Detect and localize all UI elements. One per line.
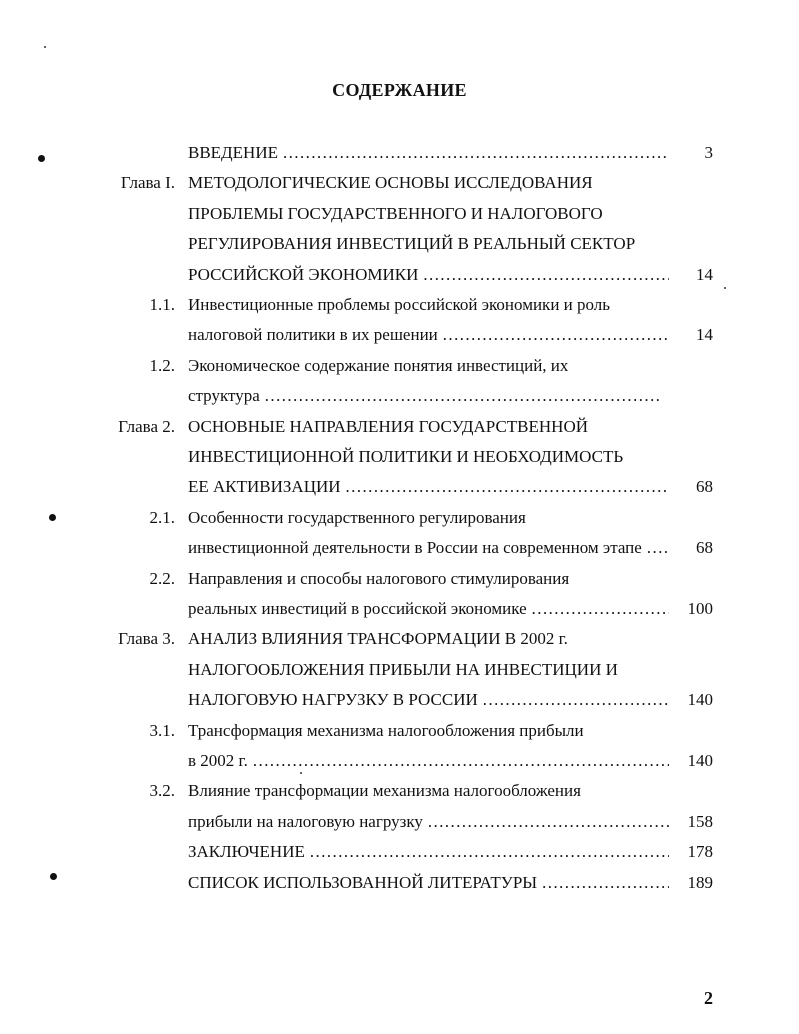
toc-line	[0, 320, 799, 350]
toc-line	[0, 594, 799, 624]
page-number: 2	[704, 988, 713, 1008]
toc-entry-title: МЕТОДОЛОГИЧЕСКИЕ ОСНОВЫ ИССЛЕДОВАНИЯ	[188, 173, 593, 193]
toc-entry-title: прибыли на налоговую нагрузку ……………………………………………………………………………………………………………………………………………………………………	[188, 807, 669, 837]
toc-page-number: 140	[687, 751, 713, 770]
toc-entry-title: ЕЕ АКТИВИЗАЦИИ ……………………………………………………………………………………………………………………………………………………………………	[188, 472, 669, 502]
toc-line	[0, 168, 799, 198]
toc-entry-title: Направления и способы налогового стимулирования	[188, 568, 570, 588]
toc-entry-title: Особенности государственного регулирования	[188, 507, 526, 527]
toc-page-number: 189	[687, 872, 713, 892]
toc-entry-number: 3.2.	[149, 781, 175, 801]
toc-line	[0, 503, 799, 533]
toc-page-number: 14	[696, 264, 713, 284]
toc-entry-title: структура ……………………………………………………………………………………………………………………………………………………………………	[188, 381, 659, 411]
toc-entry-title: Экономическое содержание понятия инвестиций, их	[188, 355, 569, 375]
toc-line	[0, 868, 799, 898]
page-title: СОДЕРЖАНИЕ	[332, 80, 467, 100]
toc-line	[0, 807, 799, 837]
toc-page-number: 100	[687, 599, 713, 618]
toc-line	[0, 138, 799, 168]
toc-line	[0, 351, 799, 381]
toc-entry-title: ПРОБЛЕМЫ ГОСУДАРСТВЕННОГО И НАЛОГОВОГО	[188, 203, 603, 223]
binder-hole-mark	[50, 873, 57, 880]
toc-line	[0, 655, 799, 685]
toc-line	[0, 624, 799, 654]
toc-line	[0, 290, 799, 320]
toc-line	[0, 746, 799, 776]
toc-entry-title: ИНВЕСТИЦИОННОЙ ПОЛИТИКИ И НЕОБХОДИМОСТЬ	[188, 447, 624, 466]
toc-page-number: 68	[696, 477, 713, 497]
toc-entry-number: Глава 3.	[118, 629, 175, 649]
toc-entry-title: НАЛОГОВУЮ НАГРУЗКУ В РОССИИ ……………………………………………………………………………………………………………………………………………………………………	[188, 685, 669, 715]
toc-page-number: 158	[687, 811, 713, 831]
toc-entry-title: Влияние трансформации механизма налогообложения	[188, 781, 581, 801]
toc-line	[0, 199, 799, 229]
toc-line	[0, 229, 799, 259]
toc-line	[0, 776, 799, 806]
toc-entry-title: РЕГУЛИРОВАНИЯ ИНВЕСТИЦИЙ В РЕАЛЬНЫЙ СЕКТОР	[188, 234, 636, 254]
toc-entry-number: 1.2.	[149, 355, 175, 375]
binder-hole-mark	[38, 155, 45, 162]
toc-line	[0, 837, 799, 867]
toc-entry-title: Трансформация механизма налогообложения прибыли	[188, 720, 584, 740]
toc-entry-title: инвестиционной деятельности в России на современном этапе ……………………………………………………………………………………………………………………………………………………………………	[188, 533, 669, 563]
toc-line	[0, 564, 799, 594]
toc-entry-number: 2.1.	[149, 507, 175, 527]
toc-entry-number: Глава 2.	[118, 416, 175, 436]
toc-entry-title: АНАЛИЗ ВЛИЯНИЯ ТРАНСФОРМАЦИИ В 2002 г.	[188, 629, 568, 649]
toc-entry-title: в 2002 г. ……………………………………………………………………………………………………………………………………………………………………	[188, 746, 669, 776]
toc-line	[0, 260, 799, 290]
toc-entry-title: НАЛОГООБЛОЖЕНИЯ ПРИБЫЛИ НА ИНВЕСТИЦИИ И	[188, 659, 618, 679]
toc-entry-number: 2.2.	[149, 568, 175, 588]
toc-page-number: 3	[704, 143, 713, 162]
toc-line	[0, 412, 799, 442]
binder-hole-mark	[49, 514, 56, 521]
toc-entry-title: СПИСОК ИСПОЛЬЗОВАННОЙ ЛИТЕРАТУРЫ ……………………………………………………………………………………………………………………………………………………………………	[188, 868, 669, 898]
toc-entry-title: ЗАКЛЮЧЕНИЕ ……………………………………………………………………………………………………………………………………………………………………	[188, 837, 669, 867]
toc-page-number: 68	[696, 538, 713, 558]
toc-line	[0, 442, 799, 472]
toc-entry-title: ВВЕДЕНИЕ ……………………………………………………………………………………………………………………………………………………………………	[188, 138, 669, 168]
scan-speck	[300, 772, 302, 774]
toc-line	[0, 472, 799, 502]
toc-entry-number: 1.1.	[149, 295, 175, 314]
toc-page-number: 178	[687, 842, 713, 862]
toc-entry-title: Инвестиционные проблемы российской экономики и роль	[188, 295, 611, 314]
toc-page-number: 140	[687, 690, 713, 710]
toc-line	[0, 381, 799, 411]
scan-speck	[44, 46, 46, 48]
toc-entry-title: РОССИЙСКОЙ ЭКОНОМИКИ ……………………………………………………………………………………………………………………………………………………………………	[188, 260, 669, 290]
scan-speck	[724, 287, 726, 289]
toc-line	[0, 533, 799, 563]
toc-entry-title: налоговой политики в их решении ……………………………………………………………………………………………………………………………………………………………………	[188, 320, 669, 350]
toc-entry-number: Глава I.	[120, 173, 175, 193]
toc-entry-number: 3.1.	[149, 720, 175, 740]
toc-page-number: 14	[696, 325, 713, 345]
toc-entry-title: ОСНОВНЫЕ НАПРАВЛЕНИЯ ГОСУДАРСТВЕННОЙ	[188, 416, 588, 436]
toc-line	[0, 716, 799, 746]
toc-line	[0, 685, 799, 715]
toc-entry-title: реальных инвестиций в российской экономике ……………………………………………………………………………………………………………………………………………………………………	[188, 594, 669, 624]
